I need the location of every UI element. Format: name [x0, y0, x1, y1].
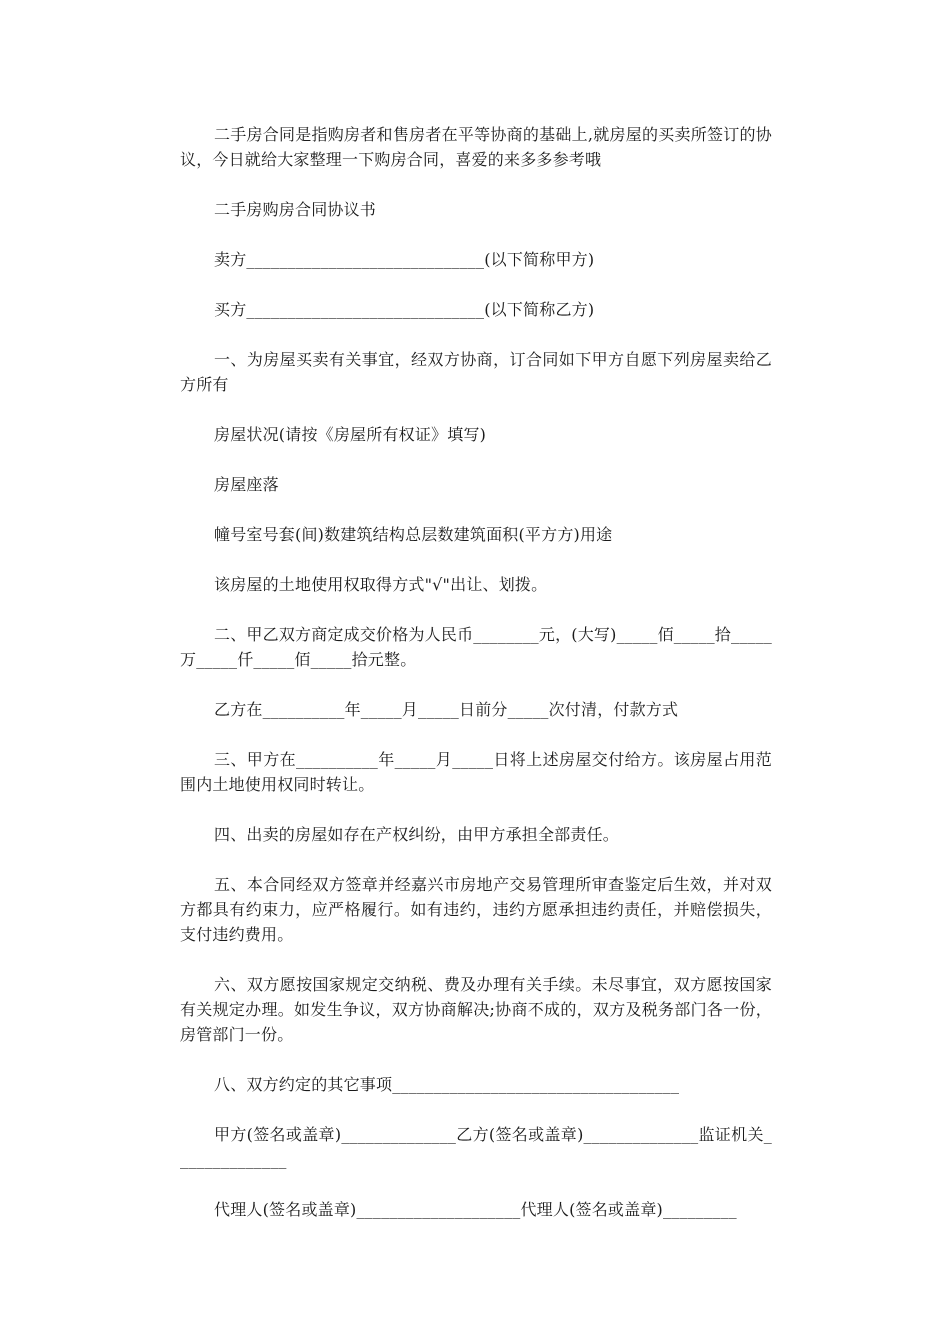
document-page: [180, 122, 772, 1322]
clause-2: 二、甲乙双方商定成交价格为人民币________元，(大写)_____佰_____拾_____万_____仟_____佰_____拾元整。: [180, 625, 772, 669]
clause-8: 八、双方约定的其它事项___________________________________: [214, 1075, 680, 1094]
clause-5: 五、本合同经双方签章并经嘉兴市房地产交易管理所审查鉴定后生效，并对双方都具有约束力，应严格履行。如有违约，违约方愿承担违约责任，并赔偿损失，支付违约费用。: [180, 875, 772, 944]
land-use-rights: 该房屋的土地使用权取得方式"√"出让、划拨。: [214, 575, 548, 594]
clause-6: 六、双方愿按国家规定交纳税、费及办理有关手续。未尽事宜，双方愿按国家有关规定办理。如发生争议，双方协商解决;协商不成的，双方及税务部门各一份，房管部门一份。: [180, 975, 772, 1044]
buyer-line: 买方_____________________________(以下简称乙方): [214, 300, 595, 319]
house-location: 房屋座落: [214, 475, 279, 494]
house-status: 房屋状况(请按《房屋所有权证》填写): [214, 425, 487, 444]
house-details: 幢号室号套(间)数建筑结构总层数建筑面积(平方方)用途: [214, 525, 613, 544]
clause-3: 三、甲方在__________年_____月_____日将上述房屋交付给方。该房屋占用范围内土地使用权同时转让。: [180, 750, 772, 794]
seller-line: 卖方_____________________________(以下简称甲方): [214, 250, 595, 269]
clause-1: 一、为房屋买卖有关事宜，经双方协商，订合同如下甲方自愿下列房屋卖给乙方所有: [180, 350, 772, 394]
signature-parties: 甲方(签名或盖章)______________乙方(签名或盖章)______________监证机关______________: [180, 1125, 772, 1169]
clause-4: 四、出卖的房屋如存在产权纠纷，由甲方承担全部责任。: [214, 825, 620, 844]
contract-title: 二手房购房合同协议书: [214, 200, 377, 219]
intro-paragraph: 二手房合同是指购房者和售房者在平等协商的基础上,就房屋的买卖所签订的协议，今日就给大家整理一下购房合同，喜爱的来多多参考哦: [180, 125, 772, 169]
payment-line: 乙方在__________年_____月_____日前分_____次付清，付款方式: [214, 700, 679, 719]
signature-agents: 代理人(签名或盖章)____________________代理人(签名或盖章)_________: [214, 1200, 737, 1219]
